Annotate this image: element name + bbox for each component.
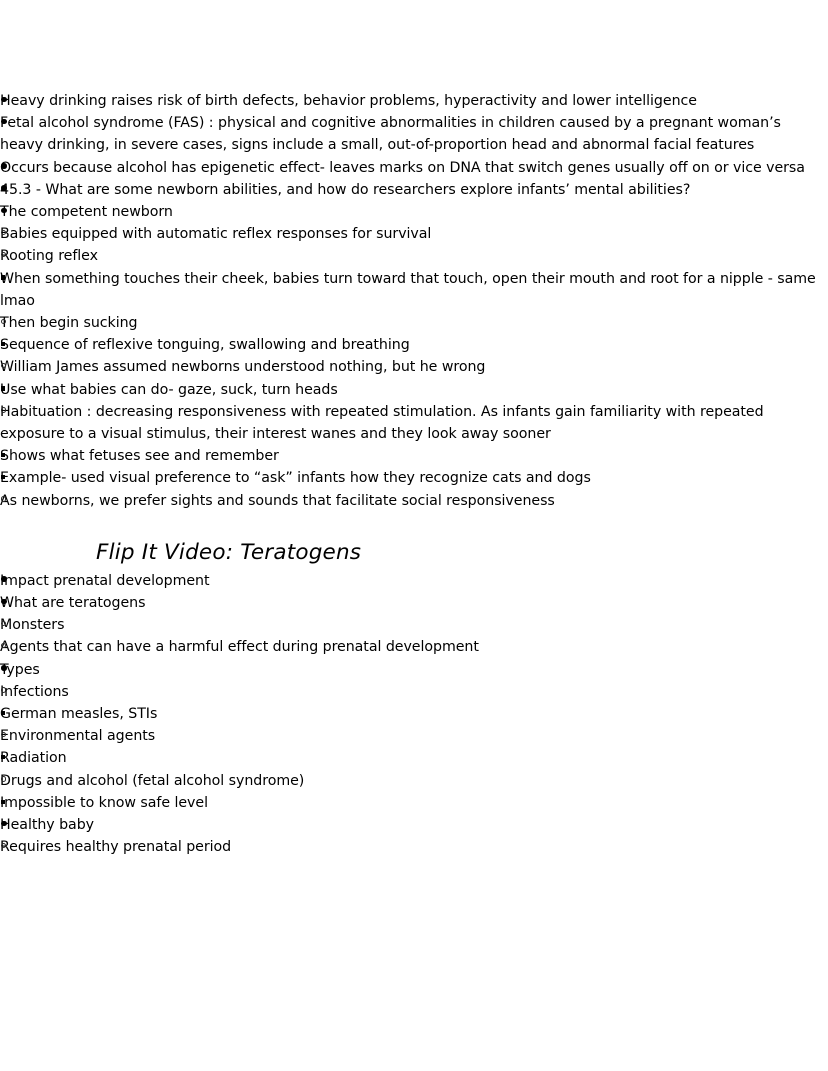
bullet-disc-icon bbox=[0, 201, 20, 223]
bullet-circle-icon bbox=[0, 356, 20, 378]
bullet-square-icon bbox=[0, 379, 20, 401]
outline-item-text: Shows what fetuses see and remember bbox=[0, 448, 279, 465]
outline-item-text: Sequence of reflexive tonguing, swallowing and breathing bbox=[0, 337, 410, 354]
outline-item bbox=[0, 814, 828, 836]
outline-item bbox=[0, 770, 828, 792]
bullet-disc-icon bbox=[0, 112, 20, 134]
outline-item bbox=[0, 445, 828, 467]
outline-item-text: As newborns, we prefer sights and sounds that facilitate social responsiveness bbox=[0, 492, 555, 509]
outline-item bbox=[0, 312, 828, 334]
bullet-square-icon bbox=[0, 445, 20, 467]
outline-item bbox=[0, 245, 828, 267]
bullet-disc-icon bbox=[0, 570, 20, 592]
outline-item-text: Babies equipped with automatic reflex responses for survival bbox=[0, 226, 432, 243]
outline-item-text: Agents that can have a harmful effect during prenatal development bbox=[0, 639, 479, 656]
bullet-circle-icon bbox=[0, 725, 20, 747]
outline-item bbox=[0, 179, 828, 201]
outline-item-text: When something touches their cheek, babies turn toward that touch, open their mouth and root for a nipple - same lmao bbox=[0, 270, 816, 309]
outline-item-text: Habituation : decreasing responsiveness with repeated stimulation. As infants gain familiarity with repeated exposure to a visual stimulus, their interest wanes and they look away sooner bbox=[0, 403, 764, 443]
bullet-circle-icon bbox=[0, 681, 20, 703]
outline-item-text: The competent newborn bbox=[0, 204, 173, 221]
outline-item bbox=[0, 467, 828, 489]
outline-item-text: Drugs and alcohol (fetal alcohol syndrome) bbox=[0, 772, 305, 789]
outline-item bbox=[0, 592, 828, 614]
outline-item bbox=[0, 157, 828, 179]
outline-item-text: Rooting reflex bbox=[0, 248, 98, 265]
outline-item bbox=[0, 636, 828, 658]
bullet-circle-icon bbox=[0, 614, 20, 636]
outline-item bbox=[0, 201, 828, 223]
outline-item bbox=[0, 90, 828, 112]
bullet-circle-icon bbox=[0, 836, 20, 858]
outline-item bbox=[0, 703, 828, 725]
bullet-disc-icon bbox=[0, 659, 20, 681]
section-heading-flip-it-video: Flip It Video: Teratogens bbox=[96, 539, 362, 565]
outline-item bbox=[0, 792, 828, 814]
bullet-square-icon bbox=[0, 334, 20, 356]
bullet-disc-icon bbox=[0, 179, 20, 201]
outline-item bbox=[0, 268, 828, 312]
outline-item-text: William James assumed newborns understood nothing, but he wrong bbox=[0, 359, 486, 376]
bullet-square-icon bbox=[0, 268, 20, 290]
outline-item bbox=[0, 490, 828, 512]
outline-item-text: Occurs because alcohol has epigenetic effect- leaves marks on DNA that switch genes usually off on or vice versa bbox=[0, 159, 805, 176]
bullet-circle-icon bbox=[0, 401, 20, 423]
outline-list-top bbox=[0, 90, 828, 512]
outline-item-text: German measles, STIs bbox=[0, 706, 158, 723]
outline-item-text: Fetal alcohol syndrome (FAS) : physical and cognitive abnormalities in children caused by a pregnant woman’s heavy drinking, in severe cases, signs include a small, out-of-proportion head and abnormal facial features bbox=[0, 115, 781, 154]
outline-item-text: Use what babies can do- gaze, suck, turn heads bbox=[0, 381, 338, 398]
outline-item bbox=[0, 681, 828, 703]
outline-item bbox=[0, 659, 828, 681]
outline-item-text: 45.3 - What are some newborn abilities, and how do researchers explore infants’ mental abilities? bbox=[0, 181, 691, 198]
outline-item-text: Example- used visual preference to “ask” infants how they recognize cats and dogs bbox=[0, 470, 591, 487]
bullet-circle-icon bbox=[0, 636, 20, 658]
bullet-disc-icon bbox=[0, 814, 20, 836]
outline-item-text: Types bbox=[0, 661, 40, 678]
outline-list-flip-it-video bbox=[0, 570, 828, 859]
outline-item-text: What are teratogens bbox=[0, 595, 146, 612]
outline-item-text: Requires healthy prenatal period bbox=[0, 839, 232, 856]
document-body bbox=[0, 90, 828, 859]
outline-item-text: Heavy drinking raises risk of birth defects, behavior problems, hyperactivity and lower intelligence bbox=[0, 93, 697, 109]
bullet-square-icon bbox=[0, 467, 20, 489]
bullet-circle-icon bbox=[0, 312, 20, 334]
outline-item bbox=[0, 334, 828, 356]
outline-item-text: Then begin sucking bbox=[0, 315, 138, 332]
bullet-square-icon bbox=[0, 792, 20, 814]
outline-item bbox=[0, 223, 828, 245]
bullet-disc-icon bbox=[0, 157, 20, 179]
outline-item bbox=[0, 379, 828, 401]
bullet-disc-icon bbox=[0, 90, 20, 112]
outline-item-text: Healthy baby bbox=[0, 817, 94, 834]
outline-item-text: Environmental agents bbox=[0, 728, 156, 745]
outline-item-text: Infections bbox=[0, 683, 69, 700]
bullet-square-icon bbox=[0, 703, 20, 725]
outline-item bbox=[0, 747, 828, 769]
outline-item bbox=[0, 401, 828, 445]
bullet-circle-icon bbox=[0, 223, 20, 245]
bullet-square-icon bbox=[0, 747, 20, 769]
outline-item bbox=[0, 836, 828, 858]
outline-item-text: Impact prenatal development bbox=[0, 572, 210, 589]
outline-item-text: Radiation bbox=[0, 750, 67, 767]
outline-item bbox=[0, 570, 828, 592]
outline-item-text: Monsters bbox=[0, 617, 65, 634]
outline-item-text: Impossible to know safe level bbox=[0, 794, 208, 811]
section-spacer bbox=[0, 512, 828, 538]
outline-item bbox=[0, 356, 828, 378]
outline-item bbox=[0, 614, 828, 636]
bullet-circle-icon bbox=[0, 490, 20, 512]
bullet-circle-icon bbox=[0, 770, 20, 792]
outline-item bbox=[0, 112, 828, 156]
outline-item bbox=[0, 725, 828, 747]
bullet-disc-icon bbox=[0, 592, 20, 614]
bullet-circle-icon bbox=[0, 245, 20, 267]
